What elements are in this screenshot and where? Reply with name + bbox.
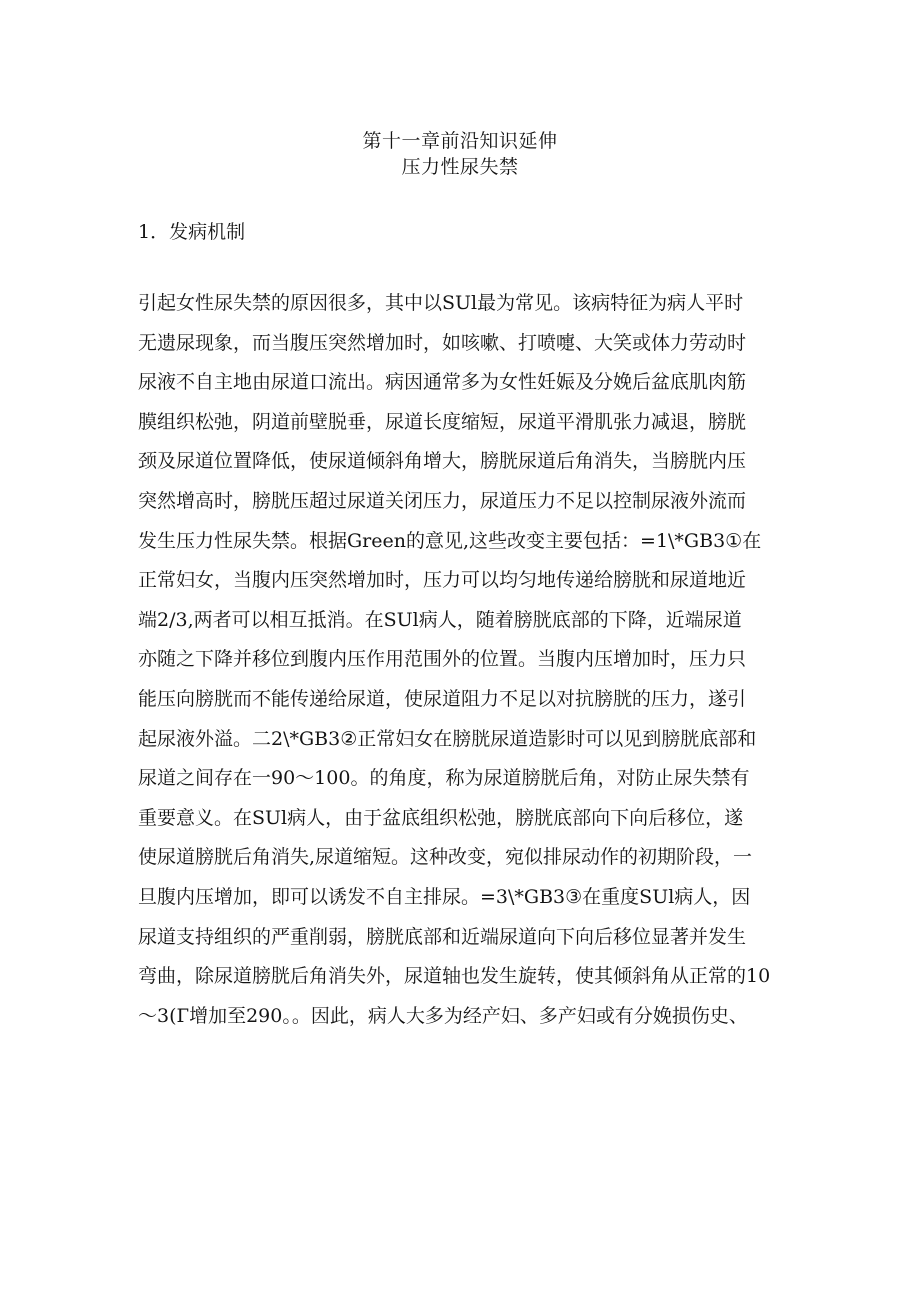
section-heading: 1．发病机制 (138, 221, 246, 243)
document-subtitle: 压力性尿失禁 (401, 156, 519, 178)
body-line: ～3(Г增加至290。。因此，病人大多为经产妇、多产妇或有分娩损伤史、 (138, 1004, 748, 1027)
body-line: 使尿道膀胱后角消失,尿道缩短。这种改变，宛似排尿动作的初期阶段，一 (138, 846, 753, 869)
body-line: 正常妇女，当腹内压突然增加时，压力可以均匀地传递给膀胱和尿道地近 (138, 569, 747, 592)
body-paragraph (138, 290, 798, 1042)
body-line: 突然增高时，膀胱压超过尿道关闭压力，尿道压力不足以控制尿液外流而 (138, 489, 747, 512)
body-line: 尿液不自主地由尿道口流出。病因通常多为女性妊娠及分娩后盆底肌肉筋 (138, 371, 747, 394)
body-line: 重要意义。在SUl病人，由于盆底组织松弛，膀胱底部向下向后移位，遂 (138, 806, 744, 829)
body-line: 弯曲，除尿道膀胱后角消失外，尿道轴也发生旋转，使其倾斜角从正常的10 (138, 965, 771, 988)
body-line: 端2/3,两者可以相互抵消。在SUl病人，随着膀胱底部的下降，近端尿道 (138, 608, 742, 631)
body-line: 无遗尿现象，而当腹压突然增加时，如咳嗽、打喷嚏、大笑或体力劳动时 (138, 331, 747, 354)
body-line: 引起女性尿失禁的原因很多，其中以SUl最为常见。该病特征为病人平时 (138, 292, 744, 314)
body-line: 发生压力性尿失禁。根据Green的意见,这些改变主要包括：=1\*GB3①在 (138, 529, 762, 552)
body-line: 旦腹内压增加，即可以诱发不自主排尿。=3\*GB3③在重度SUl病人，因 (138, 885, 751, 908)
body-line: 颈及尿道位置降低，使尿道倾斜角增大，膀胱尿道后角消失，当膀胱内压 (138, 450, 747, 473)
body-line: 尿道之间存在一90～100。的角度，称为尿道膀胱后角，对防止尿失禁有 (138, 767, 750, 790)
body-line: 起尿液外溢。二2\*GB3②正常妇女在膀胱尿道造影时可以见到膀胱底部和 (138, 727, 757, 750)
chapter-title: 第十一章前沿知识延伸 (362, 130, 558, 152)
body-line: 亦随之下降并移位到腹内压作用范围外的位置。当腹内压增加时，压力只 (138, 648, 747, 671)
body-line: 能压向膀胱而不能传递给尿道，使尿道阻力不足以对抗膀胱的压力，遂引 (138, 687, 747, 710)
title-block (0, 128, 920, 180)
body-line: 膜组织松弛，阴道前壁脱垂，尿道长度缩短，尿道平滑肌张力减退，膀胱 (138, 410, 747, 433)
body-line: 尿道支持组织的严重削弱，膀胱底部和近端尿道向下向后移位显著并发生 (138, 925, 747, 948)
